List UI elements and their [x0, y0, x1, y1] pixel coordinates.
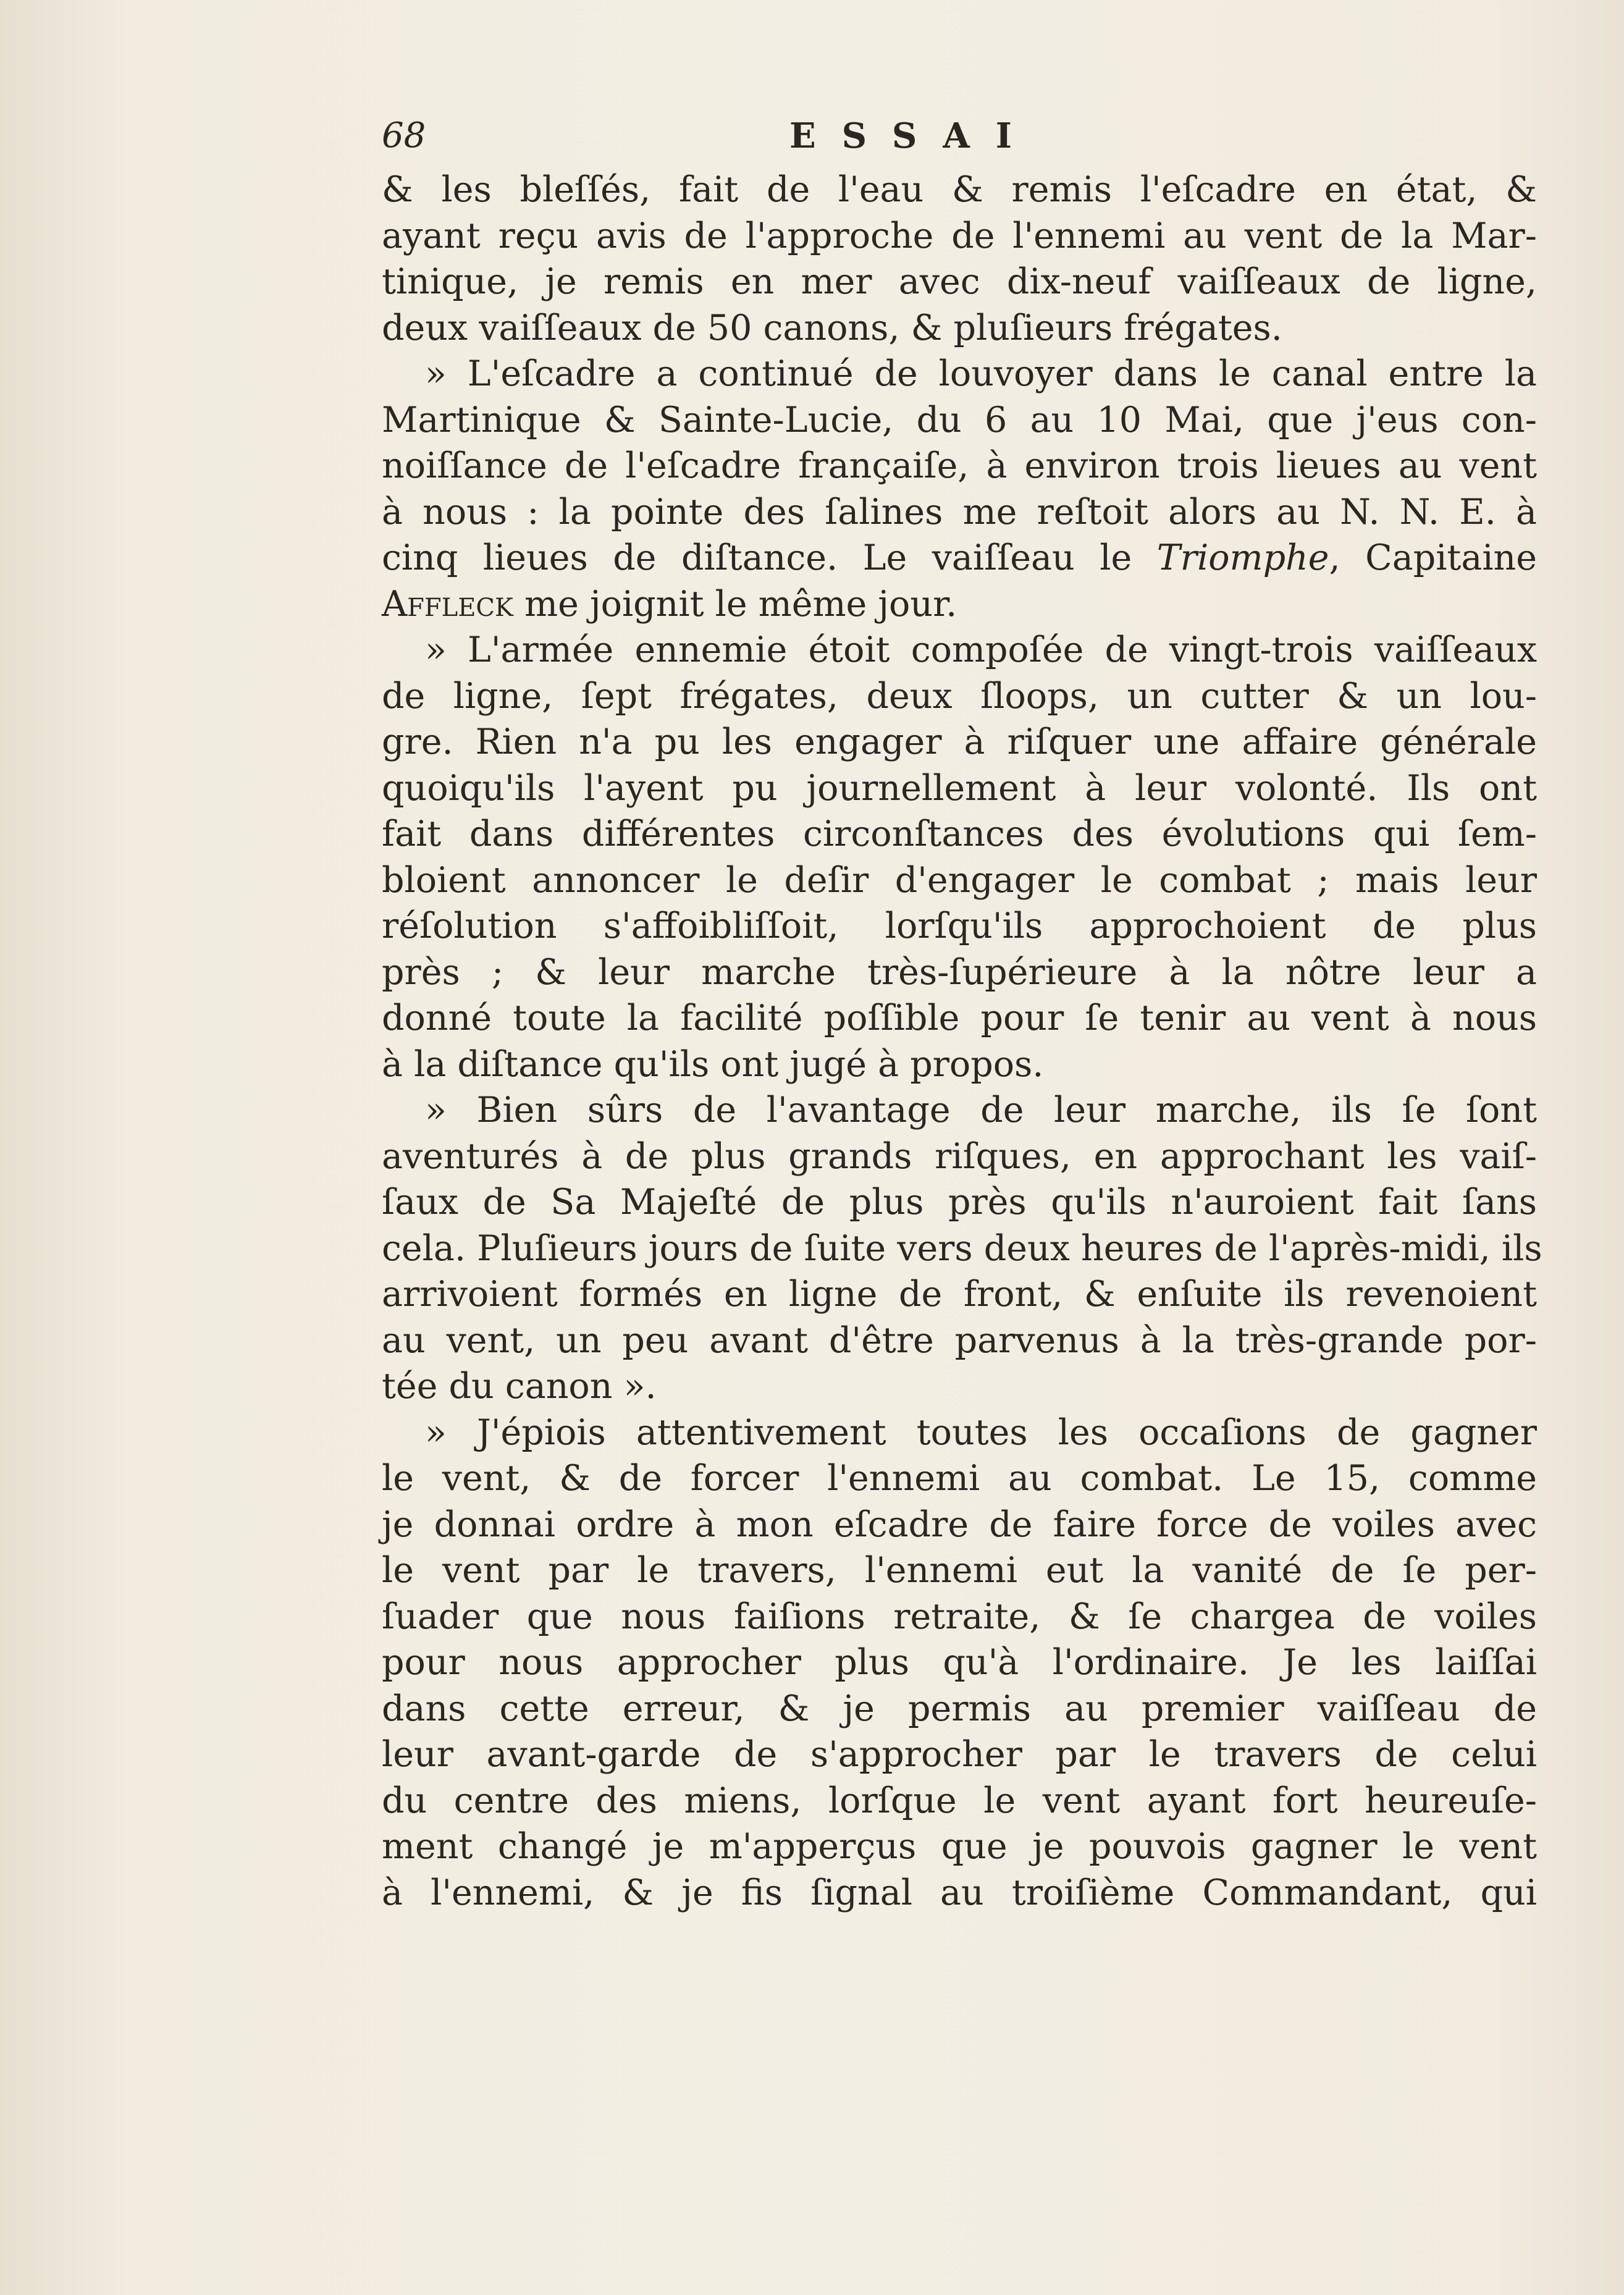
- text-line: ſaux de Sa Majeſté de plus près qu'ils n'auroient fait ſans: [382, 1182, 1537, 1223]
- text-line: pour nous approcher plus qu'à l'ordinaire. Je les laiſſai: [382, 1642, 1537, 1683]
- text-line-with-captain: [382, 581, 1537, 628]
- text-line: quoiqu'ils l'ayent pu journellement à leur volonté. Ils ont: [382, 767, 1537, 809]
- text-line: au vent, un peu avant d'être parvenus à la très-grande por-: [382, 1320, 1537, 1361]
- text-line: le vent par le travers, l'ennemi eut la vanité de ſe per-: [382, 1550, 1537, 1591]
- text-line: & les bleſſés, fait de l'eau & remis l'eſcadre en état, &: [382, 169, 1537, 210]
- text-line: de ligne, ſept frégates, deux ſloops, un cutter & un lou-: [382, 675, 1537, 717]
- text-line: réſolution s'affoibliſſoit, lorſqu'ils approchoient de plus: [382, 906, 1537, 946]
- text-line: près ; & leur marche très-ſupérieure à la nôtre leur a: [382, 951, 1537, 993]
- text-line: » L'armée ennemie étoit compoſée de vingt-trois vaiſſeaux: [425, 630, 1537, 670]
- line-text: cinq lieues de diſtance. Le vaiſſeau le: [382, 537, 1132, 578]
- text-line: dans cette erreur, & je permis au premier vaiſſeau de: [382, 1688, 1537, 1729]
- line-text: , Capitaine: [1329, 537, 1537, 578]
- text-line: Martinique & Sainte-Lucie, du 6 au 10 Mai, que j'eus con-: [382, 399, 1537, 440]
- text-line-with-ship: [382, 535, 1537, 581]
- text-line: » L'eſcadre a continué de louvoyer dans le canal entre la: [425, 353, 1537, 394]
- text-line: deux vaiſſeaux de 50 canons, & pluſieurs frégates.: [382, 307, 1282, 348]
- text-line: cela. Pluſieurs jours de ſuite vers deux heures de l'après-midi, ils: [382, 1228, 1542, 1269]
- text-line: » J'épiois attentivement toutes les occaſions de gagner: [425, 1412, 1537, 1453]
- text-line: ayant reçu avis de l'approche de l'ennemi au vent de la Mar-: [382, 215, 1537, 256]
- text-line: leur avant-garde de s'approcher par le travers de celui: [382, 1734, 1537, 1775]
- text-line: du centre des miens, lorſque le vent ayant fort heureuſe-: [382, 1780, 1537, 1821]
- text-line: gre. Rien n'a pu les engager à riſquer une affaire générale: [382, 722, 1537, 762]
- line-text: me joignit le même jour.: [524, 583, 957, 625]
- text-line: ſuader que nous faiſions retraite, & ſe chargea de voiles: [382, 1596, 1537, 1637]
- text-line: tinique, je remis en mer avec dix-neuf vaiſſeaux de ligne,: [382, 261, 1537, 302]
- text-line: bloient annoncer le deſir d'engager le combat ; mais leur: [382, 859, 1537, 901]
- text-line: ment changé je m'apperçus que je pouvois gagner le vent: [382, 1826, 1537, 1867]
- text-line: le vent, & de forcer l'ennemi au combat. Le 15, comme: [382, 1458, 1537, 1499]
- text-line: » Bien sûrs de l'avantage de leur marche, ils ſe ſont: [425, 1090, 1537, 1131]
- page-number: 68: [382, 116, 426, 156]
- text-line: tée du canon ».: [382, 1366, 657, 1407]
- text-line: noiſſance de l'eſcadre françaiſe, à environ trois lieues au vent: [382, 445, 1537, 486]
- running-head: [382, 105, 1537, 167]
- text-line: à nous : la pointe des ſalines me reſtoit alors au N. N. E. à: [382, 491, 1537, 533]
- text-line: fait dans différentes circonſtances des évolutions qui ſem-: [382, 814, 1537, 854]
- text-line: arrivoient formés en ligne de front, & enſuite ils revenoient: [382, 1274, 1537, 1315]
- text-line: je donnai ordre à mon eſcadre de faire force de voiles avec: [382, 1504, 1537, 1545]
- text-line: aventurés à de plus grands riſques, en approchant les vaiſ-: [382, 1135, 1537, 1177]
- text-line: à l'ennemi, & je fis ſignal au troiſième Commandant, qui: [382, 1872, 1537, 1913]
- ship-name: Triomphe: [1156, 537, 1329, 578]
- text-block: [382, 105, 1542, 1916]
- captain-name: Affleck: [382, 583, 513, 625]
- text-line: donné toute la facilité poſſible pour ſe tenir au vent à nous: [382, 998, 1537, 1038]
- text-line: à la diſtance qu'ils ont jugé à propos.: [382, 1043, 1044, 1085]
- running-title: ESSAI: [789, 116, 1038, 156]
